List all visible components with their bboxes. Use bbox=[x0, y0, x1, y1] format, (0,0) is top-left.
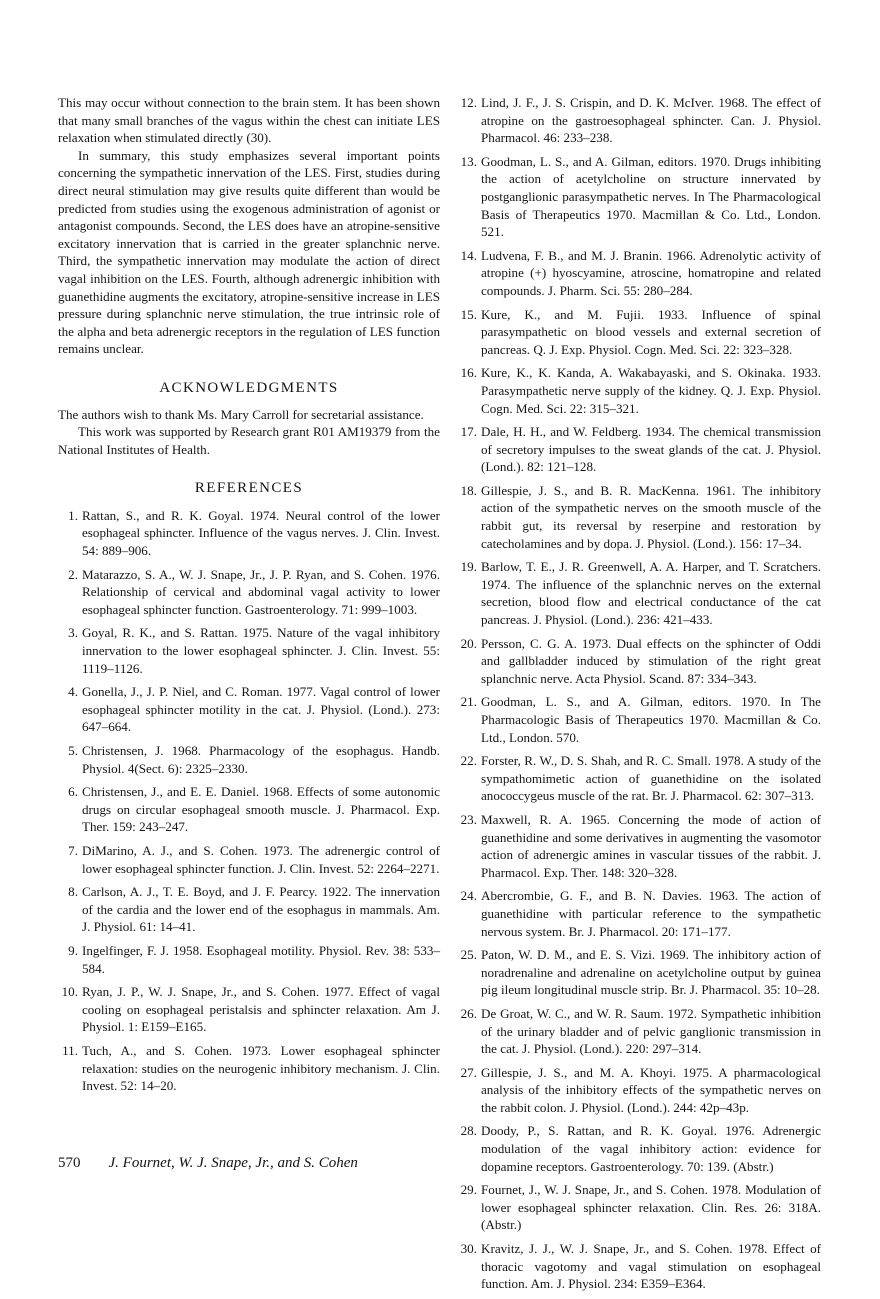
summary-paragraph: In summary, this study emphasizes several important points concerning the sympathetic innervation of the LES. First, studies during direct neural stimulation may give results quite different than would be predicted from studies using the exogenous administration of agonist or antagonist compounds. Second, the LES does have an atropine-sensitive excitatory innervation that is carried in the greater splanchnic nerve. Third, the sympathetic innervation may modulate the action of direct vagal inhibition on the LES. Fourth, although adrenergic inhibition with guanethidine augments the excitatory, atropine-sensitive increase in LES pressure during splanchnic nerve stimulation, the true intrinsic role of the alpha and beta adrenergic receptors in the regulation of LES function remains unclear. bbox=[58, 147, 440, 357]
reference-item bbox=[457, 482, 821, 552]
reference-item bbox=[457, 247, 821, 300]
reference-number: 8. bbox=[68, 884, 78, 900]
reference-number: 10. bbox=[61, 984, 78, 1000]
reference-item bbox=[58, 883, 440, 936]
reference-number: 11. bbox=[62, 1042, 78, 1058]
reference-number: 13. bbox=[460, 153, 477, 169]
reference-number: 30. bbox=[460, 1241, 477, 1257]
reference-list-right bbox=[457, 94, 821, 1293]
reference-number: 15. bbox=[460, 306, 477, 322]
reference-number: 16. bbox=[460, 365, 477, 381]
reference-text: Doody, P., S. Rattan, and R. K. Goyal. 1976. Adrenergic modulation of the vagal inhibitory action: evidence for dopamine receptors. Gastroenterology. 70: 139. (Abstr.) bbox=[481, 1123, 821, 1174]
reference-text: Carlson, A. J., T. E. Boyd, and J. F. Pearcy. 1922. The innervation of the cardia and the lower end of the esophagus in mammals. Am. J. Physiol. 61: 14–41. bbox=[82, 884, 440, 935]
reference-text: Gonella, J., J. P. Niel, and C. Roman. 1977. Vagal control of lower esophageal sphincter motility in the cat. J. Physiol. (Lond.). 273: 647–664. bbox=[82, 684, 440, 735]
left-column bbox=[58, 94, 440, 1101]
reference-item bbox=[58, 683, 440, 736]
reference-number: 14. bbox=[460, 247, 477, 263]
reference-number: 17. bbox=[460, 424, 477, 440]
reference-item bbox=[457, 635, 821, 688]
references-heading: REFERENCES bbox=[194, 480, 304, 497]
acknowledgments-heading: ACKNOWLEDGMENTS bbox=[159, 379, 339, 396]
reference-number: 1. bbox=[68, 507, 78, 523]
reference-text: Ryan, J. P., W. J. Snape, Jr., and S. Cohen. 1977. Effect of vagal cooling on esophageal peristalsis and sphincter relaxation. Am J. Physiol. 1: E159–E165. bbox=[82, 984, 440, 1035]
grant-text: This work was supported by Research grant R01 AM19379 from the National Institutes of Health. bbox=[58, 424, 440, 457]
page-number: 570 bbox=[58, 1155, 81, 1171]
reference-text: Matarazzo, S. A., W. J. Snape, Jr., J. P. Ryan, and S. Cohen. 1976. Relationship of cervical and abdominal vagal activity to lower esophageal sphincter function. Gastroenterology. 71: 999–1003. bbox=[82, 566, 440, 617]
reference-text: Fournet, J., W. J. Snape, Jr., and S. Cohen. 1978. Modulation of lower esophageal sphincter relaxation. Clin. Res. 26: 318A. (Abstr.) bbox=[481, 1182, 821, 1233]
reference-text: Barlow, T. E., J. R. Greenwell, A. A. Harper, and T. Scratchers. 1974. The influence of the splanchnic nerves on the external secretion, blood flow and electrical conductance of the cat pancreas. J. Physiol. (Lond.). 236: 421–433. bbox=[481, 559, 821, 628]
reference-number: 26. bbox=[460, 1005, 477, 1021]
reference-text: Maxwell, R. A. 1965. Concerning the mode of action of guanethidine and some derivatives in augmenting the vasomotor action of adrenergic amines in vascular tissues of the rabbit. J. Pharmacol. Exp. Ther. 148: 320–328. bbox=[481, 811, 821, 880]
reference-text: Kravitz, J. J., W. J. Snape, Jr., and S. Cohen. 1978. Effect of thoracic vagotomy and vagal stimulation on esophageal function. Am. J. Physiol. 234: E359–E364. bbox=[481, 1241, 821, 1292]
reference-item bbox=[58, 566, 440, 619]
reference-text: Christensen, J. 1968. Pharmacology of the esophagus. Handb. Physiol. 4(Sect. 6): 2325–2330. bbox=[82, 743, 440, 776]
body-paragraph: This may occur without connection to the brain stem. It has been shown that many small branches of the vagus within the chest can initiate LES relaxation when stimulated directly (30). bbox=[58, 95, 440, 146]
reference-item bbox=[457, 364, 821, 417]
reference-item bbox=[457, 811, 821, 881]
reference-item bbox=[457, 558, 821, 628]
reference-text: Forster, R. W., D. S. Shah, and R. C. Small. 1978. A study of the sympathomimetic action of guanethidine on the isolated anococcygeus muscle of the rat. Br. J. Pharmacol. 62: 307–313. bbox=[481, 753, 821, 804]
reference-number: 23. bbox=[460, 811, 477, 827]
reference-item bbox=[457, 1122, 821, 1175]
reference-item bbox=[58, 942, 440, 977]
reference-list-left bbox=[58, 507, 440, 1095]
reference-item bbox=[58, 1042, 440, 1095]
reference-text: Gillespie, J. S., and M. A. Khoyi. 1975. A pharmacological analysis of the inhibitory effects of the sympathetic nerves on the rabbit colon. J. Physiol. (Lond.). 244: 42p–43p. bbox=[481, 1064, 821, 1115]
reference-item bbox=[58, 507, 440, 560]
reference-text: Ingelfinger, F. J. 1958. Esophageal motility. Physiol. Rev. 38: 533–584. bbox=[82, 942, 440, 976]
reference-text: Gillespie, J. S., and B. R. MacKenna. 1961. The inhibitory action of the sympathetic nerves on the smooth muscle of the rabbit gut, its reversal by reserpine and restoration by catecholamines and by dopa. J. Physiol. (Lond.). 156: 17–34. bbox=[481, 482, 821, 551]
reference-number: 28. bbox=[460, 1123, 477, 1139]
reference-number: 21. bbox=[460, 694, 477, 710]
reference-text: Persson, C. G. A. 1973. Dual effects on the sphincter of Oddi and gallbladder induced by stimulation of the right great splanchnic nerve. Acta Physiol. Scand. 87: 334–343. bbox=[481, 635, 821, 686]
reference-item bbox=[457, 1064, 821, 1117]
reference-item bbox=[457, 1005, 821, 1058]
reference-text: Christensen, J., and E. E. Daniel. 1968. Effects of some autonomic drugs on circular esophageal smooth muscle. J. Pharmacol. Exp. Ther. 159: 243–247. bbox=[82, 784, 440, 835]
reference-item bbox=[58, 783, 440, 836]
reference-item bbox=[457, 752, 821, 805]
right-column bbox=[457, 94, 821, 1299]
reference-number: 12. bbox=[460, 95, 477, 110]
reference-number: 6. bbox=[68, 784, 78, 800]
reference-item bbox=[457, 946, 821, 999]
reference-item bbox=[457, 693, 821, 746]
reference-text: Tuch, A., and S. Cohen. 1973. Lower esophageal sphincter relaxation: studies on the neurogenic inhibitory mechanism. J. Clin. Invest. 52: 14–20. bbox=[82, 1042, 440, 1094]
reference-number: 22. bbox=[460, 753, 477, 769]
reference-number: 4. bbox=[68, 684, 78, 700]
reference-text: Abercrombie, G. F., and B. N. Davies. 1963. The action of guanethidine with particular reference to the sympathetic nervous system. Br. J. Pharmacol. 20: 171–177. bbox=[481, 888, 821, 939]
reference-item bbox=[457, 94, 821, 147]
reference-number: 5. bbox=[68, 743, 78, 758]
reference-number: 2. bbox=[68, 566, 78, 582]
reference-item bbox=[457, 1181, 821, 1234]
page-footer bbox=[58, 1155, 358, 1172]
reference-item bbox=[457, 887, 821, 940]
reference-text: Paton, W. D. M., and E. S. Vizi. 1969. The inhibitory action of noradrenaline and adrenaline on acetylcholine output by guinea pig ileum longitudinal muscle strip. Br. J. Pharmacol. 35: 10–28. bbox=[481, 947, 821, 998]
reference-number: 18. bbox=[460, 482, 477, 498]
reference-number: 29. bbox=[460, 1182, 477, 1198]
reference-item bbox=[58, 742, 440, 777]
reference-text: Ludvena, F. B., and M. J. Branin. 1966. Adrenolytic activity of atropine (+) hyoscyamine, atroscine, homatropine and related compounds. J. Pharm. Sci. 55: 280–284. bbox=[481, 247, 821, 298]
acknowledgments-text: The authors wish to thank Ms. Mary Carroll for secretarial assistance. bbox=[58, 406, 424, 422]
running-authors: J. Fournet, W. J. Snape, Jr., and S. Cohen bbox=[108, 1155, 358, 1171]
reference-number: 27. bbox=[460, 1064, 477, 1080]
reference-text: Goodman, L. S., and A. Gilman, editors. 1970. In The Pharmacologic Basis of Therapeutics 1970. Macmillan & Co. Ltd., London. 570. bbox=[481, 694, 821, 745]
reference-text: Rattan, S., and R. K. Goyal. 1974. Neural control of the lower esophageal sphincter. Influence of the vagus nerves. J. Clin. Invest. 54: 889–906. bbox=[82, 507, 440, 559]
reference-text: Kure, K., K. Kanda, A. Wakabayaski, and S. Okinaka. 1933. Parasympathetic nerve supply of the kidney. Q. J. Exp. Physiol. Cogn. Med. Sci. 22: 315–321. bbox=[481, 365, 821, 416]
reference-text: Goyal, R. K., and S. Rattan. 1975. Nature of the vagal inhibitory innervation to the lower esophageal sphincter. J. Clin. Invest. 55: 1119–1126. bbox=[82, 625, 440, 676]
reference-item bbox=[457, 423, 821, 476]
reference-text: Dale, H. H., and W. Feldberg. 1934. The chemical transmission of secretory impulses to the sweat glands of the cat. J. Physiol. (Lond.). 82: 121–128. bbox=[481, 424, 821, 475]
reference-number: 7. bbox=[68, 842, 78, 858]
reference-item bbox=[58, 842, 440, 877]
reference-number: 25. bbox=[460, 947, 477, 963]
reference-number: 9. bbox=[68, 942, 78, 958]
reference-text: Kure, K., and M. Fujii. 1933. Influence of spinal parasympathetic on blood vessels and external secretion of pancreas. Q. J. Exp. Physiol. Cogn. Med. Sci. 22: 323–328. bbox=[481, 306, 821, 357]
reference-number: 20. bbox=[460, 635, 477, 651]
reference-item bbox=[457, 153, 821, 241]
reference-number: 3. bbox=[68, 625, 78, 641]
reference-text: De Groat, W. C., and W. R. Saum. 1972. Sympathetic inhibition of the urinary bladder and of pelvic ganglionic transmission in the cat. J. Physiol. (Lond.). 220: 297–314. bbox=[481, 1005, 821, 1057]
reference-item bbox=[58, 624, 440, 677]
reference-text: DiMarino, A. J., and S. Cohen. 1973. The adrenergic control of lower esophageal sphincter function. J. Clin. Invest. 52: 2264–2271. bbox=[82, 842, 440, 876]
reference-text: Goodman, L. S., and A. Gilman, editors. 1970. Drugs inhibiting the action of acetylcholine on structure innervated by postganglionic parasympathetic nerves. In The Pharmacological Basis of Therapeutics 1970. Macmillan & Co. Ltd., London. 521. bbox=[481, 153, 821, 240]
reference-text: Lind, J. F., J. S. Crispin, and D. K. McIver. 1968. The effect of atropine on the gastroesophageal sphincter. Can. J. Physiol. Pharmacol. 46: 233–238. bbox=[481, 95, 821, 146]
reference-number: 19. bbox=[460, 559, 477, 575]
reference-number: 24. bbox=[460, 888, 477, 904]
reference-item bbox=[457, 1240, 821, 1293]
reference-item bbox=[457, 306, 821, 359]
reference-item bbox=[58, 983, 440, 1036]
